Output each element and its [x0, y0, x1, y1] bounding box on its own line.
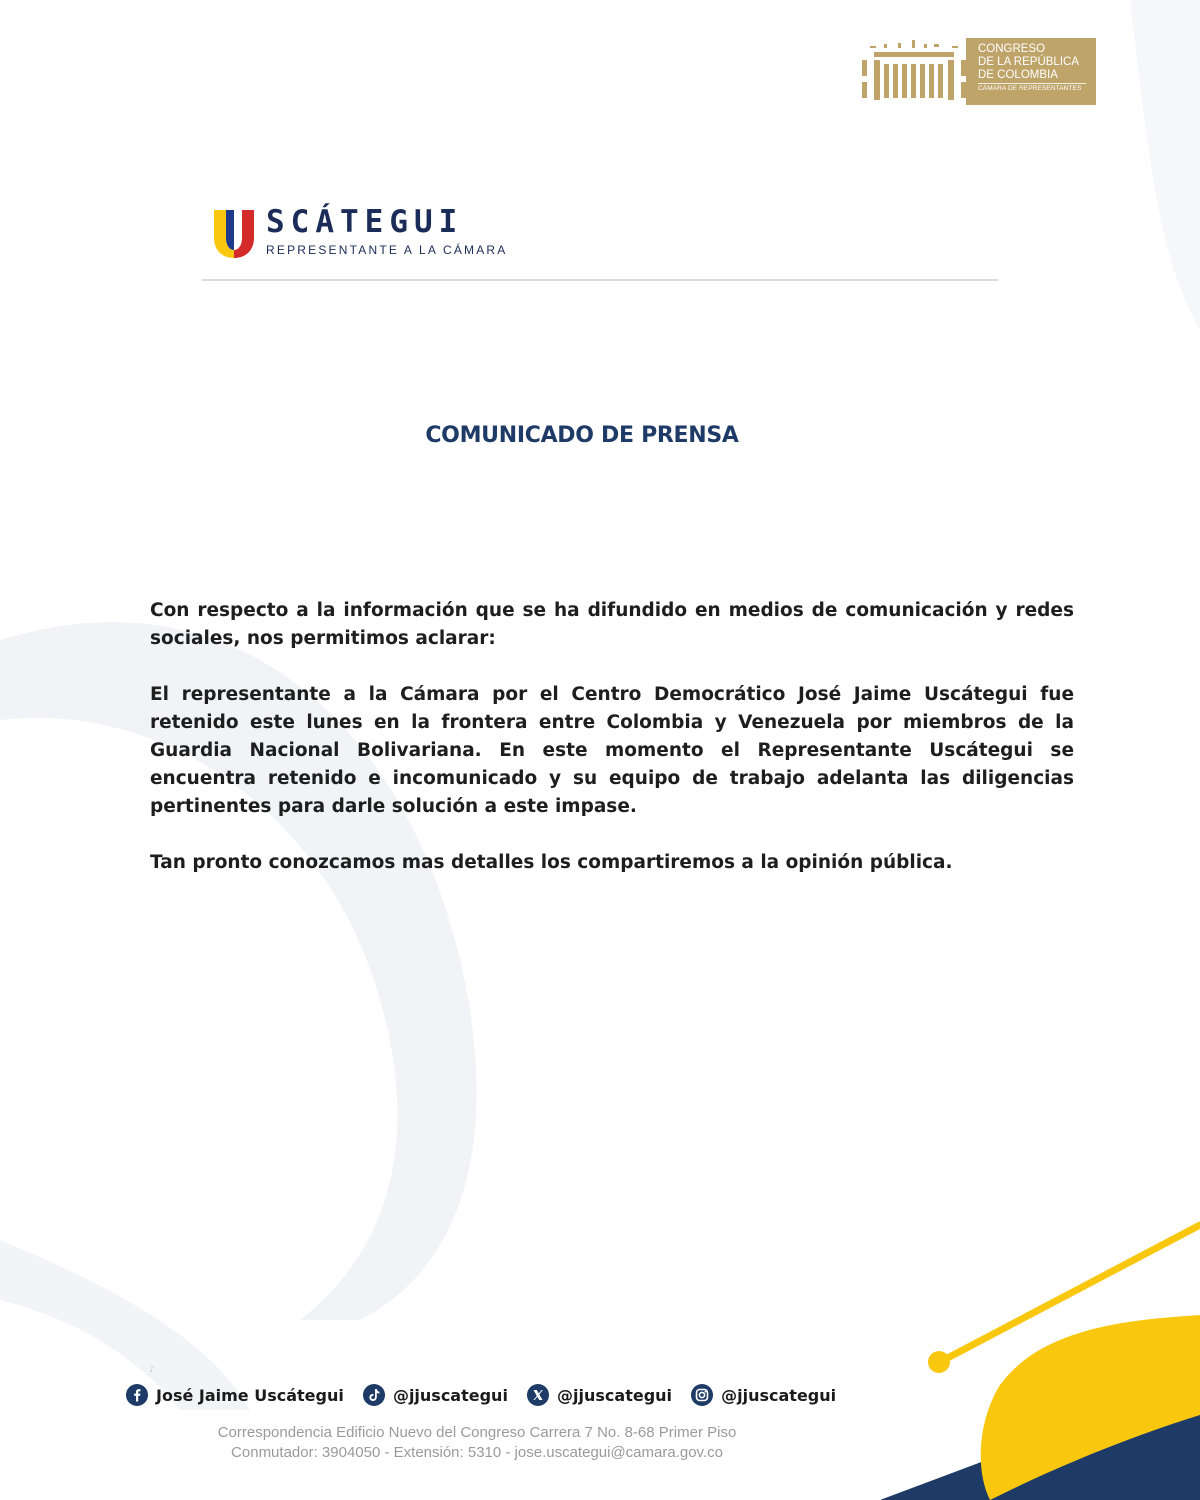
- header-divider: [202, 279, 998, 281]
- u-letter-logo-icon: [212, 208, 256, 258]
- document-body: [150, 597, 1074, 905]
- tiktok-label: @jjuscategui: [392, 1385, 508, 1405]
- congress-line-1: CONGRESO: [978, 43, 1046, 55]
- paragraph-statement: El representante a la Cámara por el Centro Democrático José Jaime Uscátegui fue retenido este lunes en la frontera entre Colombia y Venezuela por miembros de la Guardia Nacional Bolivariana. En este momento el Representante Uscátegui se encuentra retenido e incomunicado y su equipo de trabajo adelanta las diligencias pertinentes para darle solución a este impase.: [150, 684, 1074, 817]
- footer-address: [0, 1423, 954, 1463]
- representative-name: SCÁTEGUI: [266, 204, 464, 240]
- x-icon: [527, 1384, 549, 1406]
- facebook-icon: [126, 1384, 148, 1406]
- footer-address-line-1: Correspondencia Edificio Nuevo del Congreso Carrera 7 No. 8-68 Primer Piso: [217, 1424, 737, 1441]
- yellow-dot: [928, 1351, 950, 1373]
- instagram-label: @jjuscategui: [721, 1385, 837, 1405]
- congress-name-box: [966, 38, 1096, 105]
- social-links: [126, 1384, 850, 1412]
- instagram-icon: [691, 1384, 713, 1406]
- social-x[interactable]: [527, 1384, 672, 1406]
- congress-line-2: DE LA REPÚBLICA: [978, 56, 1079, 68]
- facebook-label: José Jaime Uscátegui: [156, 1385, 344, 1405]
- congress-line-3: DE COLOMBIA: [978, 69, 1058, 81]
- page-title: COMUNICADO DE PRENSA: [425, 423, 739, 448]
- congress-line-4: CÁMARA DE REPRESENTANTES: [978, 83, 1086, 94]
- paragraph-closing: Tan pronto conozcamos mas detalles los compartiremos a la opinión pública.: [150, 852, 953, 873]
- footer-contact-line: Conmutador: 3904050 - Extensión: 5310 - jose.uscategui@camara.gov.co: [231, 1444, 723, 1461]
- congress-logo: [862, 38, 1096, 105]
- x-label: @jjuscategui: [557, 1385, 673, 1405]
- social-tiktok[interactable]: [363, 1384, 508, 1406]
- representative-logo: [212, 204, 508, 262]
- social-facebook[interactable]: [126, 1384, 344, 1406]
- small-mark-icon: ♪: [149, 1365, 155, 1375]
- social-instagram[interactable]: [691, 1384, 836, 1406]
- congress-building-icon: [862, 38, 966, 105]
- paragraph-intro: Con respecto a la información que se ha difundido en medios de comunicación y redes sociales, nos permitimos aclarar:: [150, 600, 1074, 649]
- tiktok-icon: [363, 1384, 385, 1406]
- representative-subtitle: REPRESENTANTE A LA CÁMARA: [266, 243, 508, 257]
